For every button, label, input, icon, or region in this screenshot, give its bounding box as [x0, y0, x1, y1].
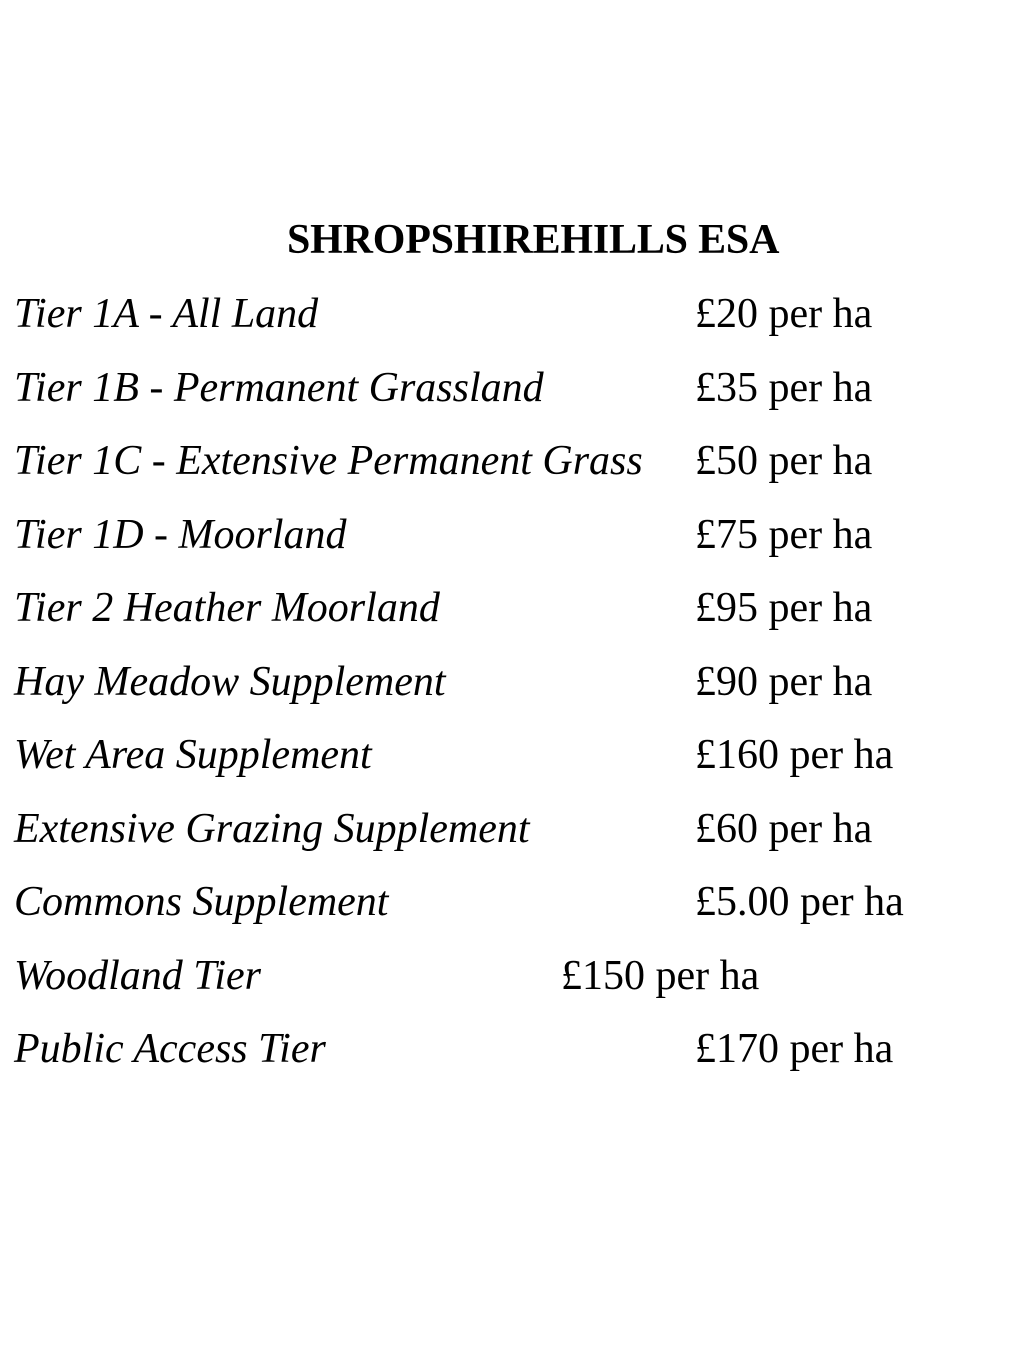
rate-price: £170 per ha	[695, 1026, 894, 1072]
rate-row-public-access	[0, 1021, 1024, 1095]
rate-row-tier-1a	[0, 286, 1024, 360]
rate-row-hay-meadow	[0, 654, 1024, 728]
rate-row-wet-area	[0, 727, 1024, 801]
rate-row-commons	[0, 874, 1024, 948]
rate-label: Public Access Tier	[14, 1026, 326, 1072]
rate-label: Woodland Tier	[14, 952, 261, 999]
rate-price: £150 per ha	[561, 952, 760, 999]
rate-price: £5.00 per ha	[695, 879, 904, 925]
rate-label: Tier 1A - All Land	[14, 291, 319, 337]
rate-price: £160 per ha	[695, 732, 894, 778]
rate-price: £60 per ha	[695, 805, 873, 852]
rate-label: Extensive Grazing Supplement	[14, 805, 530, 852]
rate-price: £75 per ha	[695, 511, 873, 558]
rate-label: Wet Area Supplement	[14, 732, 372, 778]
rate-label: Tier 2 Heather Moorland	[14, 585, 440, 631]
rate-price: £35 per ha	[695, 364, 873, 411]
rate-row-extensive-grazing	[0, 801, 1024, 875]
rate-row-tier-2	[0, 580, 1024, 654]
rate-label: Hay Meadow Supplement	[14, 658, 446, 705]
rate-price: £95 per ha	[695, 585, 873, 631]
rate-label: Tier 1D - Moorland	[14, 511, 347, 558]
rate-price: £90 per ha	[695, 658, 873, 705]
rate-label: Commons Supplement	[14, 879, 389, 925]
rate-row-tier-1c	[0, 433, 1024, 507]
rate-label: Tier 1C - Extensive Permanent Grass	[14, 438, 643, 484]
rate-price: £50 per ha	[695, 438, 873, 484]
rate-price: £20 per ha	[695, 291, 873, 337]
rate-label: Tier 1B - Permanent Grassland	[14, 364, 544, 411]
rate-row-woodland	[0, 948, 1024, 1022]
document-title: SHROPSHIREHILLS ESA	[287, 217, 780, 263]
rate-row-tier-1b	[0, 360, 1024, 434]
rate-row-tier-1d	[0, 507, 1024, 581]
payment-rates-list	[0, 286, 1024, 1095]
